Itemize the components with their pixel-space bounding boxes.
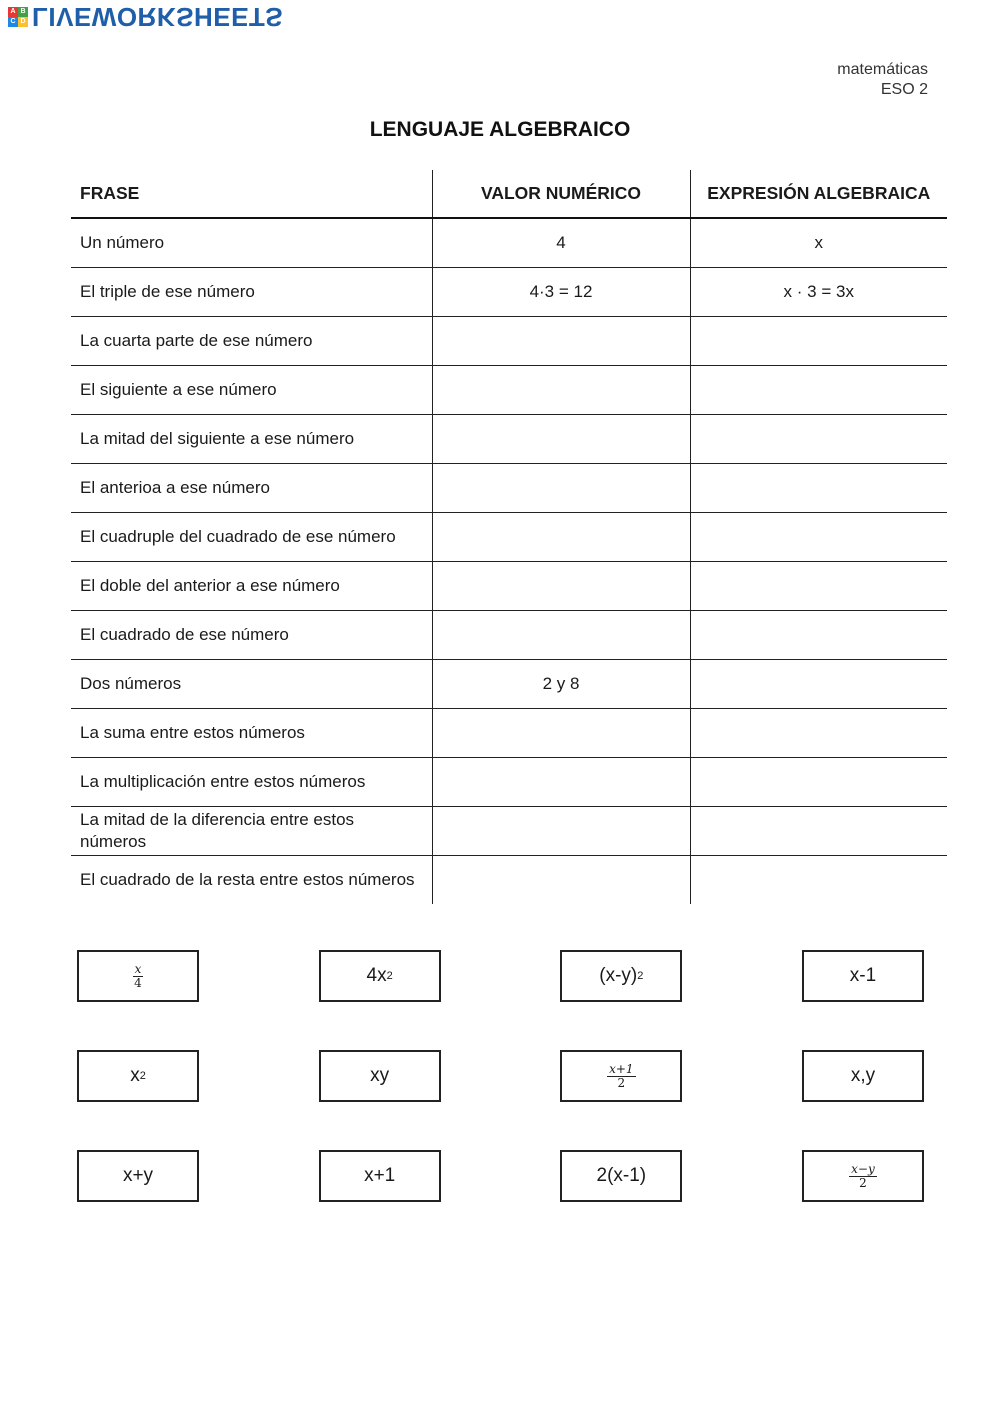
table-row (71, 218, 947, 268)
table-row (71, 856, 947, 905)
fraction (607, 1063, 635, 1090)
expresion-algebraica-cell[interactable] (690, 513, 947, 562)
expresion-algebraica-cell[interactable] (690, 562, 947, 611)
frase-cell: El siguiente a ese número (71, 366, 432, 415)
header-valor-numerico: VALOR NUMÉRICO (432, 170, 690, 218)
frase-cell: El doble del anterior a ese número (71, 562, 432, 611)
fraction-numerator: x+1 (609, 1061, 634, 1076)
table-row (71, 709, 947, 758)
valor-numerico-cell[interactable] (432, 758, 690, 807)
frase-cell: El anterioa a ese número (71, 464, 432, 513)
fraction-numerator: x (134, 961, 142, 976)
site-logo (8, 4, 283, 30)
expresion-algebraica-cell[interactable]: x · 3 = 3x (690, 268, 947, 317)
valor-numerico-cell[interactable]: 4 (432, 218, 690, 268)
expression-card[interactable] (802, 1150, 924, 1202)
frase-cell: La multiplicación entre estos números (71, 758, 432, 807)
expression-card[interactable] (77, 950, 199, 1002)
expresion-algebraica-cell[interactable] (690, 709, 947, 758)
table-header-row (71, 170, 947, 218)
frase-cell: La suma entre estos números (71, 709, 432, 758)
fraction-denominator: 2 (859, 1175, 867, 1190)
page-title: LENGUAJE ALGEBRAICO (369, 118, 631, 141)
expression-card[interactable] (77, 1150, 199, 1202)
valor-numerico-cell[interactable] (432, 415, 690, 464)
frase-cell: Un número (71, 218, 432, 268)
frase-cell: El cuadrado de la resta entre estos números (80, 870, 415, 889)
expression-text: x+1 (364, 1165, 396, 1186)
valor-numerico-cell[interactable] (432, 317, 690, 366)
expression-card[interactable] (560, 1150, 682, 1202)
expression-card[interactable] (802, 1050, 924, 1102)
logo-tile: D (18, 17, 28, 27)
expression-card[interactable]: 4x 2 (319, 950, 441, 1002)
expresion-algebraica-cell[interactable] (690, 415, 947, 464)
table-row (71, 317, 947, 366)
expresion-algebraica-cell[interactable] (690, 758, 947, 807)
logo-tile: B (18, 7, 28, 17)
valor-numerico-cell[interactable] (432, 562, 690, 611)
fraction-denominator: 2 (617, 1075, 626, 1090)
frase-cell: El cuadruple del cuadrado de ese número (71, 513, 432, 562)
table-row (71, 807, 947, 856)
answer-cards (77, 950, 924, 1202)
frase-cell: El cuadrado de ese número (71, 611, 432, 660)
expresion-algebraica-cell[interactable]: x (690, 218, 947, 268)
valor-numerico-cell[interactable] (432, 366, 690, 415)
valor-numerico-cell[interactable] (432, 513, 690, 562)
expression-base: 4x (366, 965, 387, 986)
subject-info (837, 60, 928, 100)
expresion-algebraica-cell[interactable] (690, 660, 947, 709)
table-row (71, 415, 947, 464)
table-row (71, 758, 947, 807)
valor-numerico-cell[interactable] (432, 709, 690, 758)
level-label: ESO 2 (880, 81, 928, 98)
expresion-algebraica-cell[interactable] (690, 611, 947, 660)
expression-card[interactable] (319, 1050, 441, 1102)
table-row (71, 562, 947, 611)
valor-numerico-cell[interactable]: 4·3 = 12 (432, 268, 690, 317)
valor-numerico-cell[interactable]: 2 y 8 (432, 660, 690, 709)
valor-numerico-cell[interactable] (432, 464, 690, 513)
valor-numerico-cell[interactable] (432, 611, 690, 660)
brand-name: LIVEWORKSHEETS (32, 2, 284, 32)
expression-card[interactable] (802, 950, 924, 1002)
table-row (71, 268, 947, 317)
table-row (71, 660, 947, 709)
frase-cell: El triple de ese número (71, 268, 432, 317)
expression-text: 2(x-1) (596, 1165, 647, 1186)
valor-numerico-cell[interactable] (432, 807, 690, 856)
table-row (71, 513, 947, 562)
expression-text: x+y (122, 1165, 154, 1186)
algebra-table (71, 170, 947, 904)
expression-card[interactable] (319, 1150, 441, 1202)
expression-text: xy (370, 1065, 390, 1086)
subject-label: matemáticas (837, 61, 928, 78)
expression-base: (x-y) (599, 965, 638, 986)
expression-card[interactable] (560, 1050, 682, 1102)
expresion-algebraica-cell[interactable] (690, 464, 947, 513)
frase-cell: La mitad del siguiente a ese número (71, 415, 432, 464)
expresion-algebraica-cell[interactable] (690, 366, 947, 415)
logo-tile: A (8, 7, 18, 17)
expression-base: x (130, 1065, 140, 1086)
expression-card[interactable]: x 2 (77, 1050, 199, 1102)
expression-text: x-1 (849, 965, 877, 986)
header-expresion-algebraica: EXPRESIÓN ALGEBRAICA (690, 170, 947, 218)
fraction-denominator: 4 (134, 975, 142, 990)
frase-cell: La cuarta parte de ese número (71, 317, 432, 366)
expresion-algebraica-cell[interactable] (690, 856, 947, 905)
logo-tiles-icon (8, 7, 28, 27)
logo-tile: C (8, 17, 18, 27)
expresion-algebraica-cell[interactable] (690, 807, 947, 856)
expression-text: x,y (850, 1065, 876, 1086)
frase-cell: La mitad de la diferencia entre estos números (71, 807, 432, 856)
table-row (71, 366, 947, 415)
header-frase: FRASE (71, 170, 432, 218)
valor-numerico-cell[interactable] (432, 856, 690, 905)
expresion-algebraica-cell[interactable] (690, 317, 947, 366)
expression-card[interactable]: (x-y) 2 (560, 950, 682, 1002)
fraction (132, 963, 144, 990)
fraction (849, 1163, 877, 1190)
table-row (71, 611, 947, 660)
fraction-numerator: x−y (851, 1161, 875, 1176)
table-row (71, 464, 947, 513)
frase-cell: Dos números (71, 660, 432, 709)
